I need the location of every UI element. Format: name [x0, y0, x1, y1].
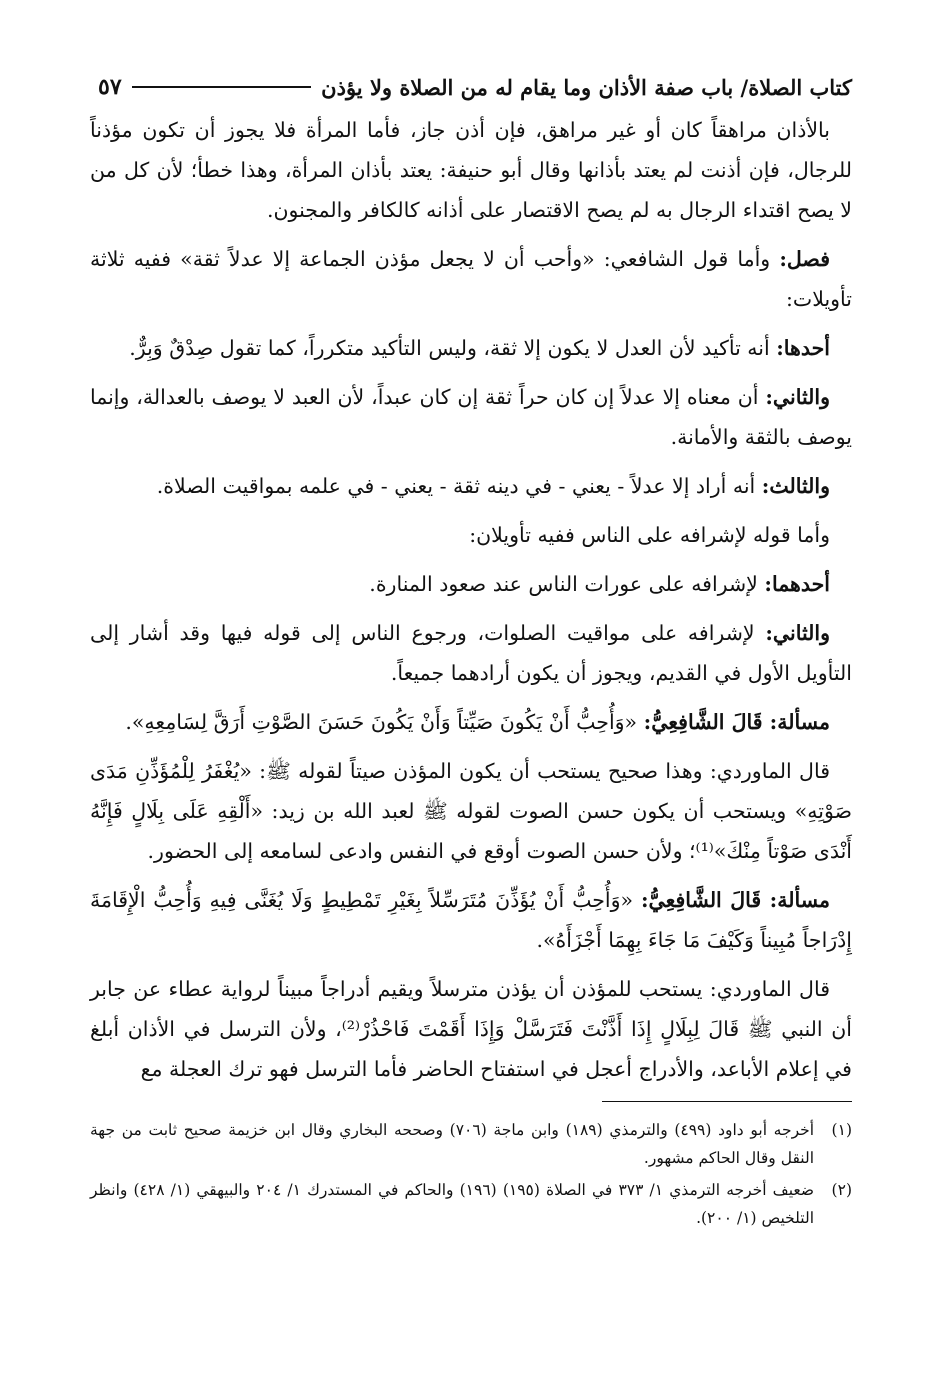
footnote-text: ضعيف أخرجه الترمذي ١/ ٣٧٣ في الصلاة (١٩٥) (١٩٦) والحاكم في المستدرك ١/ ٢٠٤ والبيهقي (١/ ٤٢٨) وانظر التلخيص (١/ ٢٠٠). — [90, 1181, 815, 1227]
paragraph-continuation: بالأذان مراهقاً كان أو غير مراهق، فإن أذن جاز، فأما المرأة فلا يجوز أن تكون مؤذناً للرجال، فإن أذنت لم يعتد بأذانها وقال أبو حنيفة: يعتد بأذان المرأة، وهذا خطأ؛ لأن كل من لا يصح اقتداء الرجال به لم يصح الاقتصار على أذانه كالكافر والمجنون. — [90, 118, 852, 222]
footnote-separator — [602, 1101, 852, 1102]
footnote — [90, 1116, 852, 1172]
paragraph-mawardi-tarassul: قال الماوردي: يستحب للمؤذن أن يؤذن مترسلاً ويقيم أدراجاً مبيناً لرواية عطاء عن جابر أن النبي ﷺ قَالَ لِبِلَالٍ إِذَا أَذَّنْتَ فَتَرَسَّلْ وَإِذَا أَقَمْتَ فَاحْذُرْ⁽²⁾، ولأن الترسل في الأذان أبلغ في إعلام الأباعد، والأدراج أعجل في استفتاح الحاضر فأما الترسل فهو ترك العجلة مع — [90, 977, 852, 1081]
paragraph-fasl: فصل: وأما قول الشافعي: «وأحب أن لا يجعل مؤذن الجماعة إلا عدلاً ثقة» ففيه ثلاثة تأويلات: — [90, 247, 852, 311]
header-rule — [132, 86, 312, 88]
footnote — [90, 1176, 852, 1232]
footnote-mark: (١) — [831, 1121, 852, 1139]
main-text — [90, 110, 852, 1089]
footnote-text: أخرجه أبو داود (٤٩٩) والترمذي (١٨٩) وابن ماجة (٧٠٦) وصححه البخاري وقال ابن خزيمة صحيح ثابت من جهة النقل وقال الحاكم مشهور. — [90, 1121, 815, 1167]
page-number: ٥٧ — [98, 74, 122, 100]
paragraph-first-interpretation: أحدها: أنه تأكيد لأن العدل لا يكون إلا ثقة، وليس التأكيد متكرراً، كما تقول صِدْقٌ وَبِرٌّ. — [129, 336, 830, 360]
book-page — [90, 70, 852, 1236]
running-header — [90, 70, 852, 104]
paragraph-mawardi-voice: قال الماوردي: وهذا صحيح يستحب أن يكون المؤذن صيتاً لقوله ﷺ: «يُغْفَرُ لِلْمُؤَذِّنِ مَدَى صَوْتِهِ» ويستحب أن يكون حسن الصوت لقوله ﷺ لعبد الله بن زيد: «أَلْقِهِ عَلَى بِلَالٍ فَإِنَّهُ أَنْدَى صَوْتاً مِنْكَ»⁽¹⁾؛ ولأن حسن الصوت أوقع في النفس وادعى لسامعه إلى الحضور. — [90, 759, 852, 863]
paragraph-first-of-two: أحدهما: لإشرافه على عورات الناس عند صعود المنارة. — [369, 572, 830, 596]
paragraph-second-interpretation: والثاني: أن معناه إلا عدلاً إن كان حراً ثقة إن كان عبداً، لأن العبد لا يوصف بالعدالة، وإنما يوصف بالثقة والأمانة. — [90, 385, 852, 449]
paragraph-two-interpretations: وأما قوله لإشرافه على الناس ففيه تأويلان: — [469, 523, 830, 547]
chapter-title: كتاب الصلاة/ باب صفة الأذان وما يقام له من الصلاة ولا يؤذن — [321, 74, 852, 100]
paragraph-second-of-two: والثاني: لإشرافه على مواقيت الصلوات، ورجوع الناس إلى قوله فيها وقد أشار إلى التأويل الأول في القديم، ويجوز أن يكون أرادهما جميعاً. — [90, 621, 852, 685]
paragraph-third-interpretation: والثالث: أنه أراد إلا عدلاً - يعني - في دينه ثقة - يعني - في علمه بمواقيت الصلاة. — [156, 474, 830, 498]
paragraph-masala-tarassul: مسألة: قَالَ الشَّافِعِيُّ: «وَأُحِبُّ أَنْ يُؤَذِّنَ مُتَرَسِّلاً بِغَيْرِ تَمْطِيطٍ وَلَا يُغَنَّى فِيهِ وَأُحِبُّ الْإِقَامَةَ إِدْرَاجاً مُبِيناً وَكَيْفَ مَا جَاءَ بِهِمَا أَجْزَأَهُ». — [90, 888, 852, 952]
paragraph-masala-voice: مسألة: قَالَ الشَّافِعِيُّ: «وَأُحِبُّ أَنْ يَكُونَ صَيِّتاً وَأَنْ يَكُونَ حَسَنَ الصَّوْتِ أَرَقَّ لِسَامِعِهِ». — [125, 710, 830, 734]
footnotes — [90, 1116, 852, 1232]
footnote-mark: (٢) — [831, 1181, 852, 1199]
